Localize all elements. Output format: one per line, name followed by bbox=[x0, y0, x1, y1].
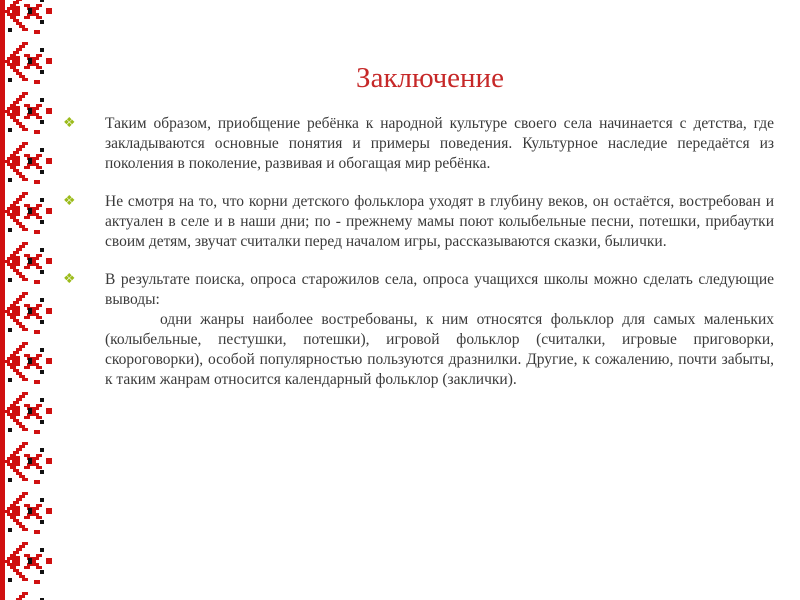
page-title: Заключение bbox=[356, 62, 504, 94]
bullet-item bbox=[60, 192, 774, 252]
diamond-bullet-icon: ❖ bbox=[63, 116, 76, 131]
bullet-item bbox=[60, 270, 774, 390]
diamond-bullet-icon: ❖ bbox=[63, 272, 76, 287]
ornament-pattern-icon bbox=[0, 0, 56, 600]
bullet-text: В результате поиска, опроса старожилов села, опроса учащихся школы можно сделать следующие выводы: одни жанры наиболее востребованы, к ним относятся фольклор для самых маленьких (колыбельные, пестушки, потешки), игровой фольклор (считалки, игровые приговорки, скороговорки), особой популярностью пользуются дразнилки. Другие, к сожалению, почти забыты, к таким жанрам относится календарный фольклор (заклички). bbox=[105, 271, 774, 388]
slide-content bbox=[60, 114, 774, 408]
diamond-bullet-icon: ❖ bbox=[63, 194, 76, 209]
bullet-item bbox=[60, 114, 774, 174]
conclusion-paragraph: одни жанры наиболее востребованы, к ним относятся фольклор для самых маленьких (колыбельные, пестушки, потешки), игровой фольклор (считалки, игровые приговорки, скороговорки), особой популярностью пользуются дразнилки. Другие, к сожалению, почти забыты, к таким жанрам относится календарный фольклор (заклички). bbox=[105, 311, 774, 388]
folk-ornament-border bbox=[0, 0, 56, 600]
bullet-text: Таким образом, приобщение ребёнка к народной культуре своего села начинается с детства, где закладываются основные понятия и примеры поведения. Культурное наследие передаётся из поколения в поколение, развивая и обогащая мир ребёнка. bbox=[105, 115, 774, 172]
bullet-text: Не смотря на то, что корни детского фольклора уходят в глубину веков, он остаётся, востребован и актуален в селе и в наши дни; по - прежнему мамы поют колыбельные песни, потешки, прибаутки своим детям, звучат считалки перед началом игры, рассказываются сказки, былички. bbox=[105, 193, 774, 250]
